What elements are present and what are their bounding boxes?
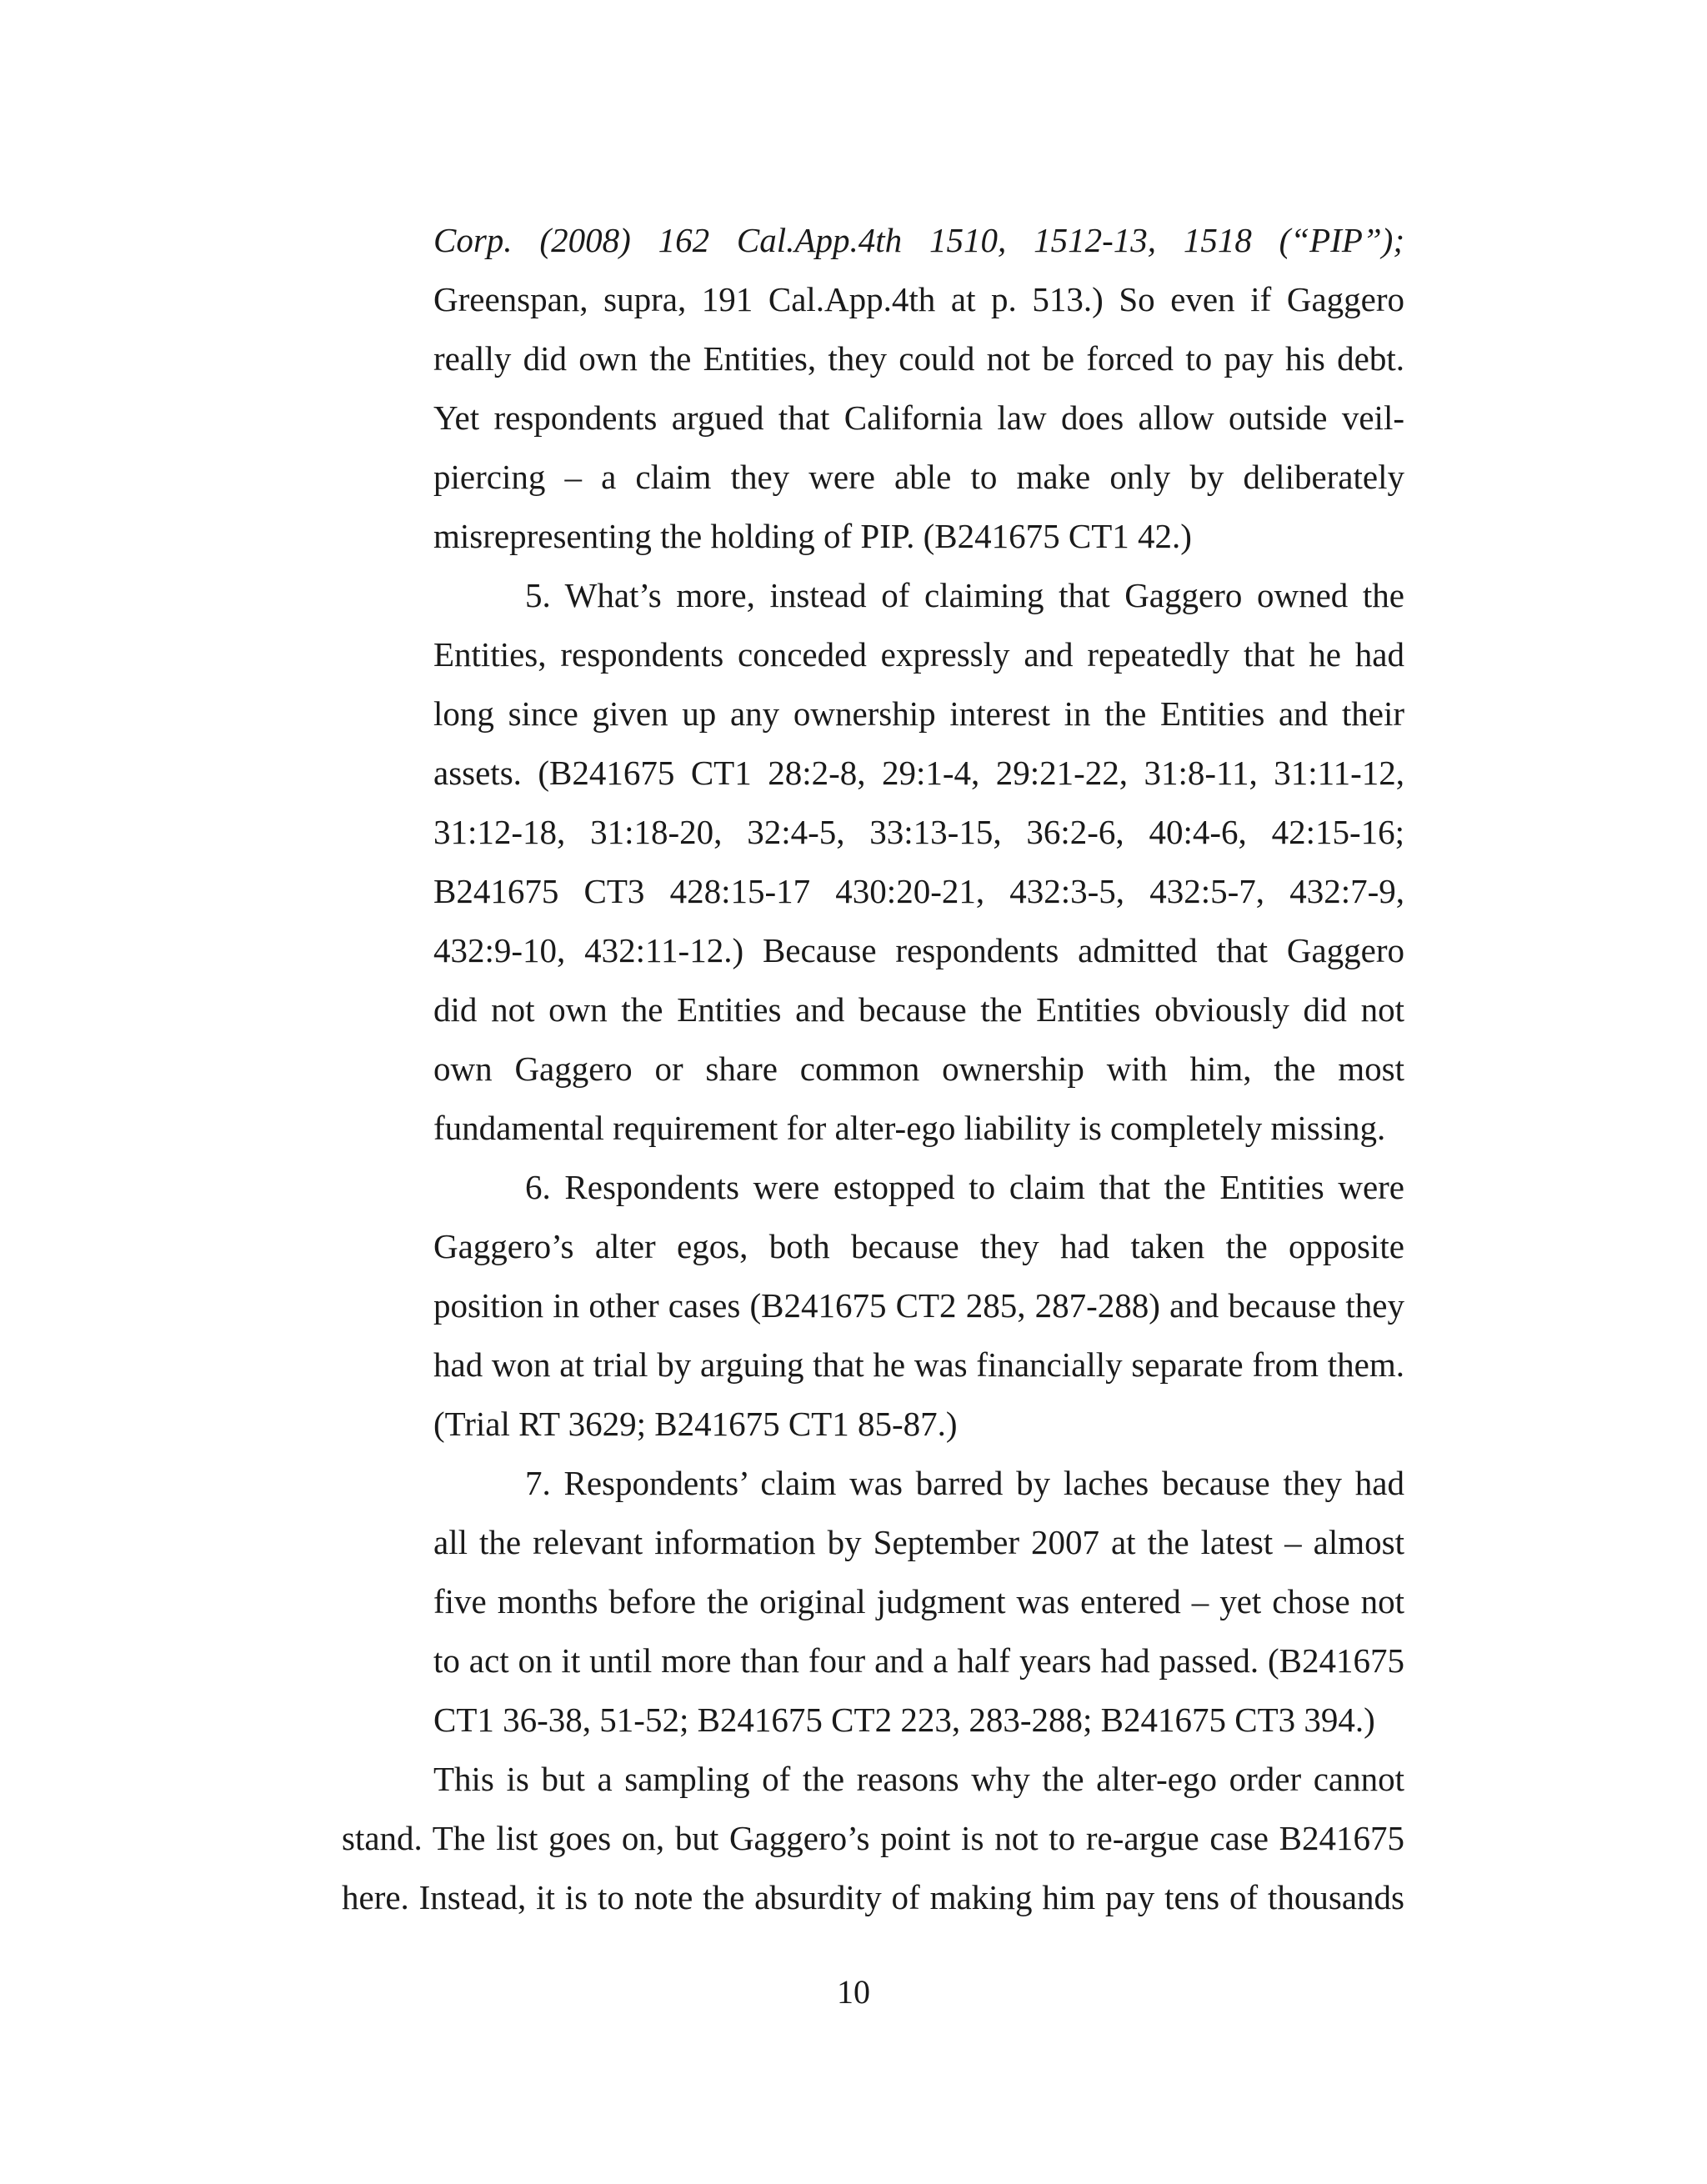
paragraph-5-line-1: 5. What’s more, instead of claiming that Gaggero owned the [525, 576, 1404, 614]
text-line-6: misrepresenting the holding of PIP. (B241675 CT1 42.) [433, 517, 1192, 555]
paragraph-6-line-1: 6. Respondents were estopped to claim that the Entities were [525, 1168, 1404, 1206]
paragraph-6-line-4: had won at trial by arguing that he was financially separate from them. [433, 1345, 1404, 1384]
paragraph-5-line-9: own Gaggero or share common ownership with him, the most [433, 1049, 1404, 1088]
paragraph-5-line-5: 31:12-18, 31:18-20, 32:4-5, 33:13-15, 36:2-6, 40:4-6, 42:15-16; [433, 813, 1404, 851]
paragraph-6-line-3: position in other cases (B241675 CT2 285, 287-288) and because they [433, 1286, 1404, 1325]
closing-paragraph-line-1: This is but a sampling of the reasons why the alter-ego order cannot [433, 1760, 1404, 1798]
paragraph-5-line-2: Entities, respondents conceded expressly and repeatedly that he had [433, 635, 1404, 674]
paragraph-5-line-4: assets. (B241675 CT1 28:2-8, 29:1-4, 29:21-22, 31:8-11, 31:11-12, [433, 754, 1404, 792]
paragraph-5-line-8: did not own the Entities and because the Entities obviously did not [433, 990, 1404, 1029]
paragraph-6-line-2: Gaggero’s alter egos, both because they had taken the opposite [433, 1227, 1404, 1265]
paragraph-5-line-6: B241675 CT3 428:15-17 430:20-21, 432:3-5, 432:5-7, 432:7-9, [433, 872, 1404, 910]
paragraph-7-line-4: to act on it until more than four and a half years had passed. (B241675 [433, 1641, 1404, 1680]
page-number: 10 [837, 1973, 870, 2011]
paragraph-7-line-2: all the relevant information by September 2007 at the latest – almost [433, 1523, 1404, 1561]
paragraph-7-line-5: CT1 36-38, 51-52; B241675 CT2 223, 283-288; B241675 CT3 394.) [433, 1701, 1375, 1739]
text-line-5: piercing – a claim they were able to make only by deliberately [433, 458, 1404, 496]
paragraph-7-line-3: five months before the original judgment was entered – yet chose not [433, 1582, 1404, 1620]
paragraph-7-line-1: 7. Respondents’ claim was barred by laches because they had [525, 1464, 1404, 1502]
closing-paragraph-line-2: stand. The list goes on, but Gaggero’s point is not to re-argue case B241675 [342, 1819, 1404, 1857]
paragraph-6-line-5: (Trial RT 3629; B241675 CT1 85-87.) [433, 1405, 958, 1443]
text-line-4: Yet respondents argued that California law does allow outside veil- [433, 398, 1404, 437]
paragraph-5-line-7: 432:9-10, 432:11-12.) Because respondents admitted that Gaggero [433, 931, 1404, 969]
paragraph-5-line-3: long since given up any ownership interest in the Entities and their [433, 694, 1404, 733]
text-line-1: Corp. (2008) 162 Cal.App.4th 1510, 1512-13, 1518 (“PIP”); [433, 221, 1404, 259]
closing-paragraph-line-3: here. Instead, it is to note the absurdity of making him pay tens of thousands [342, 1878, 1404, 1916]
paragraph-5-line-10: fundamental requirement for alter-ego liability is completely missing. [433, 1109, 1386, 1147]
text-line-3: really did own the Entities, they could not be forced to pay his debt. [433, 339, 1404, 378]
text-line-2: Greenspan, supra, 191 Cal.App.4th at p. 513.) So even if Gaggero [433, 280, 1404, 318]
